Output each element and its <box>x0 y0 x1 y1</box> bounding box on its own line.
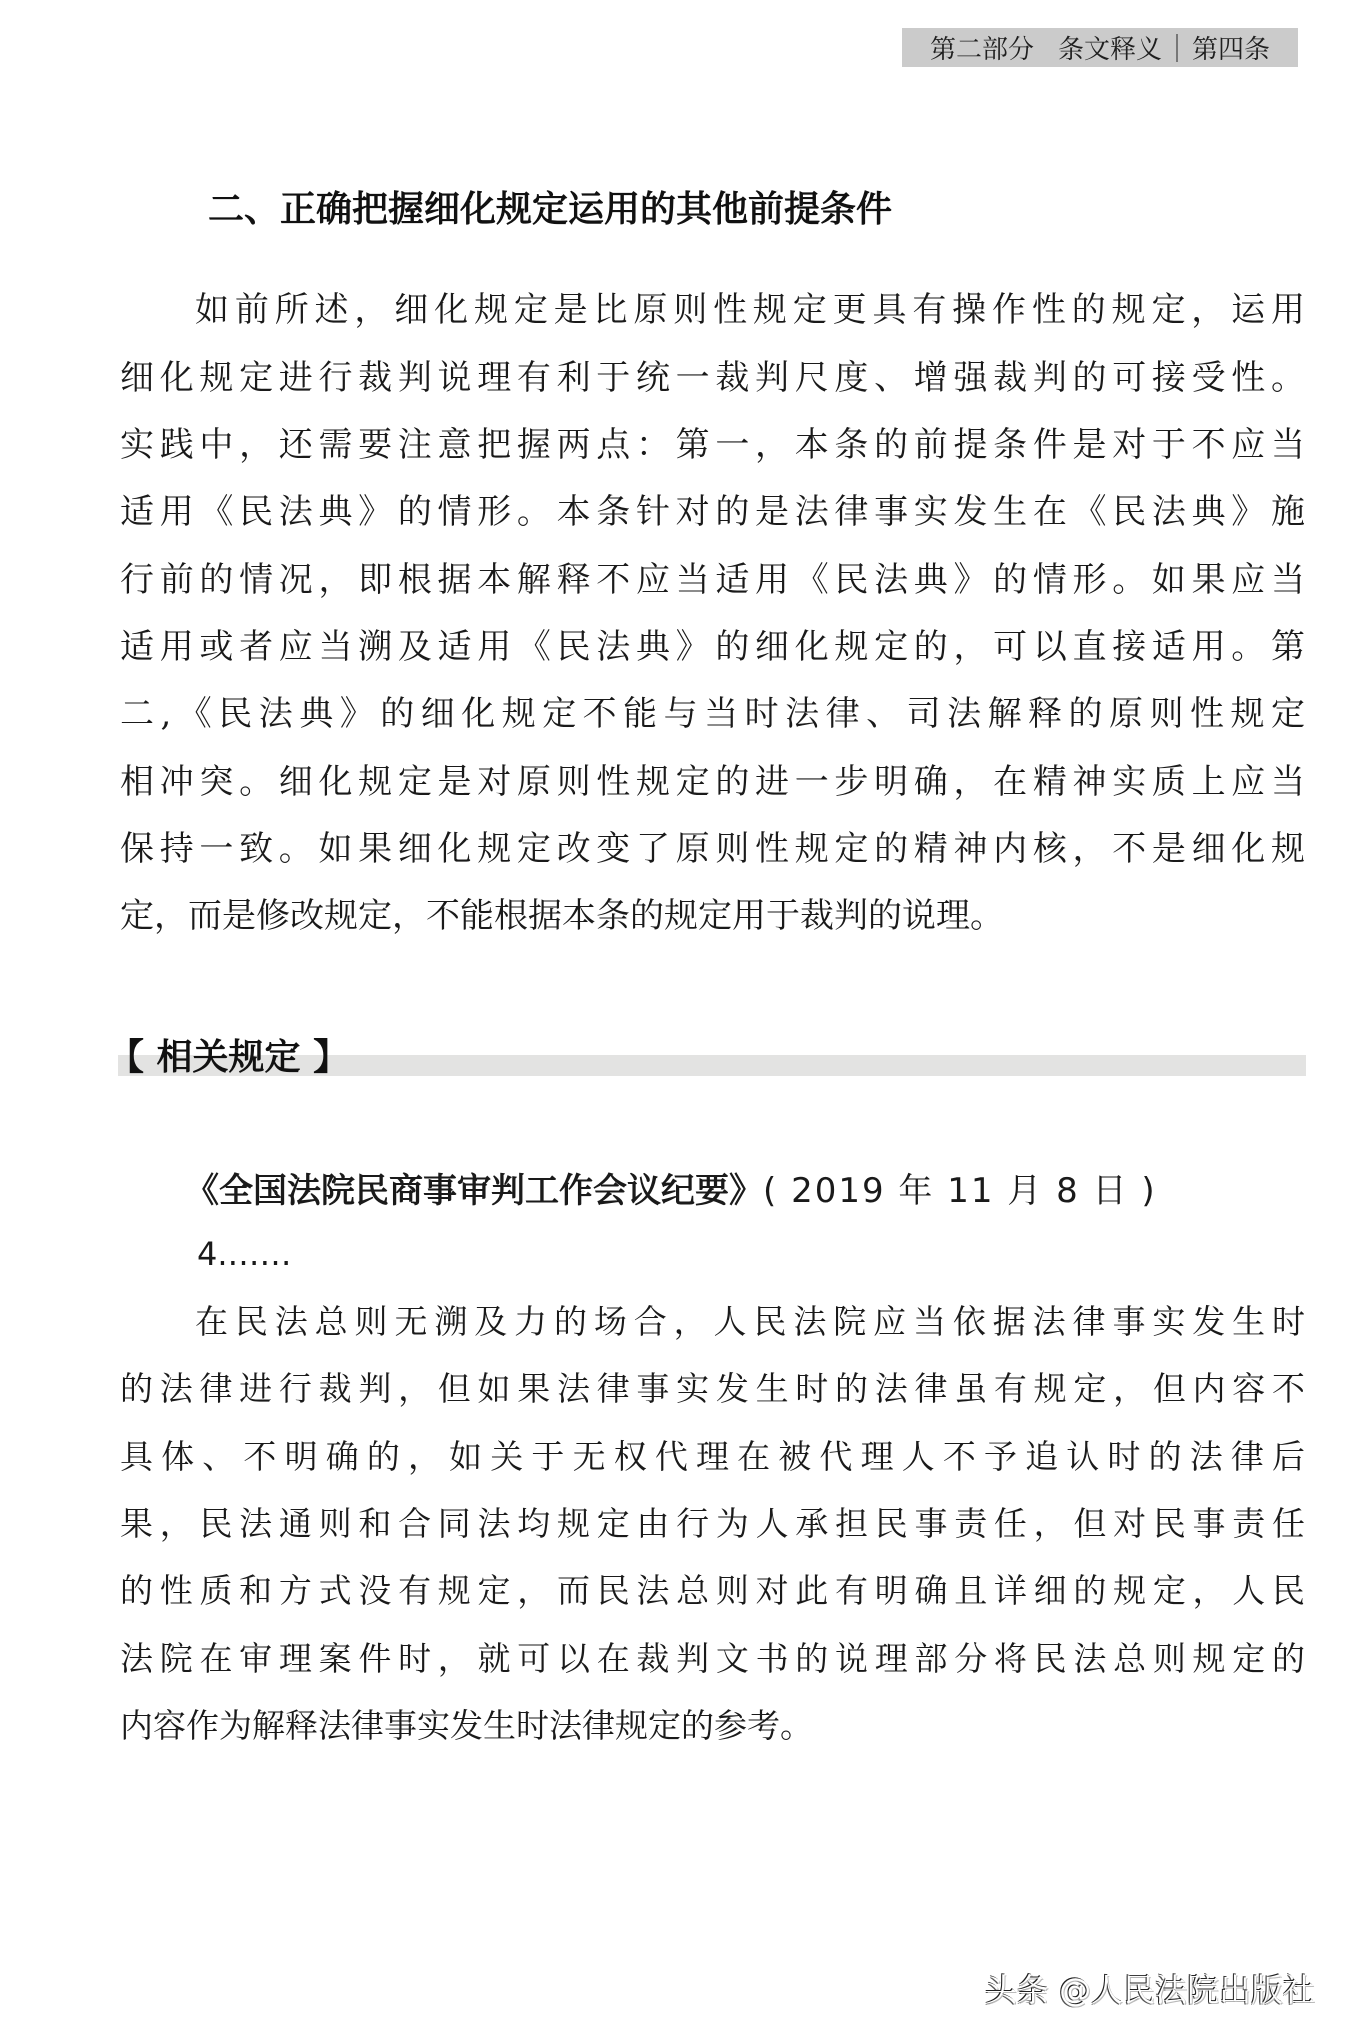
running-header-article: 第四条 <box>1192 35 1271 65</box>
reference-title <box>185 1165 1157 1217</box>
text-line: 保持一致。如果细化规定改变了原则性规定的精神内核，不是细化规 <box>120 829 1305 869</box>
running-header-part: 第二部分 <box>929 35 1034 65</box>
text-line: 二,《民法典》的细化规定不能与当时法律、司法解释的原则性规定 <box>120 694 1305 734</box>
watermark: 头条 @人民法院出版社 <box>985 1971 1316 2009</box>
divider <box>1176 34 1178 62</box>
text-line: 的法律进行裁判，但如果法律事实发生时的法律虽有规定，但内容不 <box>120 1369 1305 1408</box>
reference-item-number: 4.…… <box>197 1235 292 1273</box>
running-header-chapter: 条文释义 <box>1057 35 1162 65</box>
related-provisions-header <box>108 1028 1306 1088</box>
text-line: 果，民法通则和合同法均规定由行为人承担民事责任，但对民事责任 <box>120 1504 1305 1543</box>
running-header <box>902 28 1298 67</box>
related-provisions-label: 【 相关规定 】 <box>108 1037 350 1078</box>
reference-date: ( 2019 年 11 月 8 日 ) <box>763 1171 1157 1211</box>
reference-name: 《全国法院民商事审判工作会议纪要》 <box>185 1171 763 1211</box>
text-line: 的性质和方式没有规定，而民法总则对此有明确且详细的规定，人民 <box>120 1571 1305 1610</box>
text-line: 实践中，还需要注意把握两点：第一，本条的前提条件是对于不应当 <box>120 425 1305 465</box>
section-title: 二、正确把握细化规定运用的其他前提条件 <box>208 189 893 230</box>
text-line: 相冲突。细化规定是对原则性规定的进一步明确，在精神实质上应当 <box>120 762 1305 802</box>
text-line: 如前所述，细化规定是比原则性规定更具有操作性的规定，运用 <box>195 290 1305 330</box>
text-line: 法院在审理案件时，就可以在裁判文书的说理部分将民法总则规定的 <box>120 1639 1305 1678</box>
text-line: 适用《民法典》的情形。本条针对的是法律事实发生在《民法典》施 <box>120 492 1305 532</box>
text-line: 在民法总则无溯及力的场合，人民法院应当依据法律事实发生时 <box>195 1302 1305 1341</box>
text-line: 行前的情况，即根据本解释不应当适用《民法典》的情形。如果应当 <box>120 560 1305 600</box>
text-line: 内容作为解释法律事实发生时法律规定的参考。 <box>120 1706 813 1745</box>
text-line: 细化规定进行裁判说理有利于统一裁判尺度、增强裁判的可接受性。 <box>120 358 1305 398</box>
text-line: 具体、不明确的，如关于无权代理在被代理人不予追认时的法律后 <box>120 1437 1305 1476</box>
text-line: 定，而是修改规定，不能根据本条的规定用于裁判的说理。 <box>120 896 1004 936</box>
text-line: 适用或者应当溯及适用《民法典》的细化规定的，可以直接适用。第 <box>120 627 1305 667</box>
